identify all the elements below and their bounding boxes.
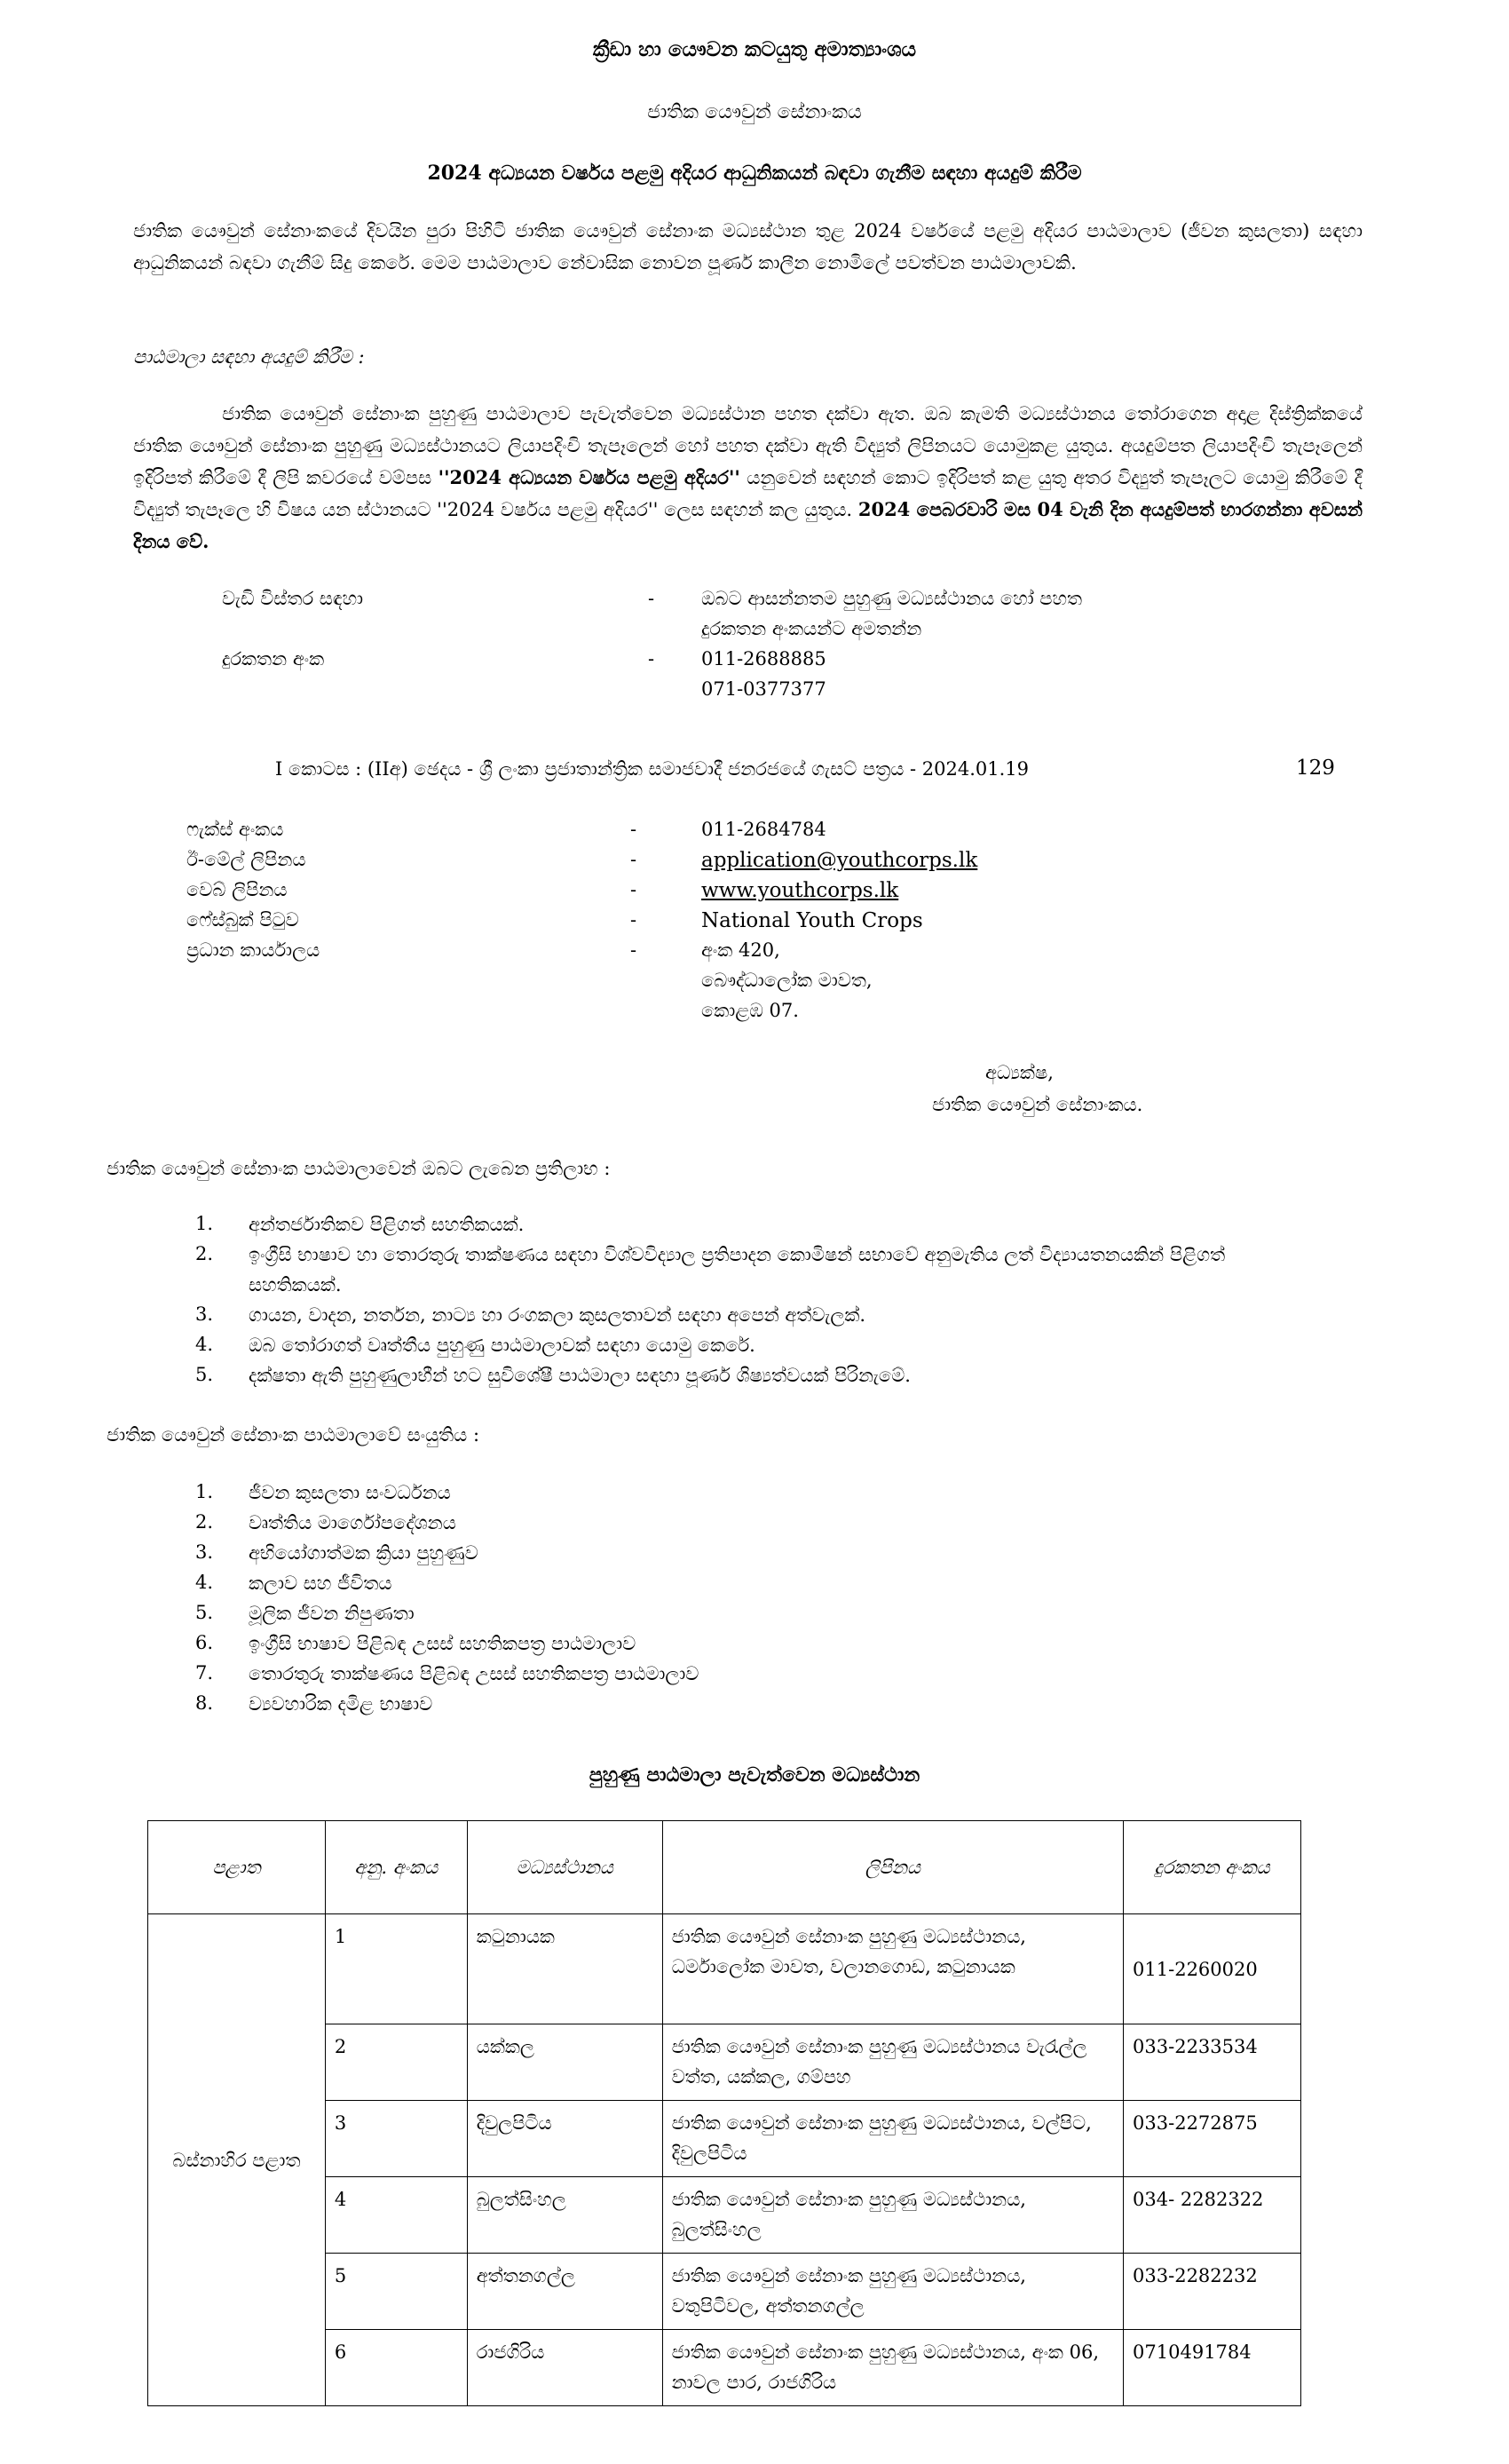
list-item-text: ජීවන කුසලතා සංවර්ධනය	[249, 1482, 451, 1503]
composition-heading: ජාතික යෞවුන් සේනාංක පාඨමාලාවේ සංයුතිය :	[107, 1424, 480, 1446]
gazette-running-head: I කොටස : (IIඅ) ඡෙදය - ශ්‍රී ලංකා ප්‍රජාතාන්ත්‍රික සමාජවාදී ජනරජයේ ගැසට් පත්‍රය - 2024.01.19	[275, 758, 1030, 780]
contact-value: National Youth Crops	[701, 909, 923, 932]
list-item-number: 5.	[194, 1364, 213, 1385]
address-cell: ජාතික යෞවුන් සේනාංක පුහුණු මධ්‍යස්ථානය වැරැල්ල වත්ත, යක්කල, ගම්පහ	[662, 2024, 1123, 2101]
contact-row-head-office	[186, 936, 1163, 1021]
contact-value: අංක 420,	[701, 939, 780, 961]
list-item-text: කලාව සහ ජීවිතය	[249, 1573, 392, 1594]
address-cell: ජාතික යෞවුන් සේනාංක පුහුණු මධ්‍යස්ථානය, වල්පිට, දිවුලපිටිය	[662, 2101, 1123, 2177]
serial-cell: 6	[325, 2330, 467, 2406]
phone-cell: 033-2233534	[1124, 2024, 1301, 2101]
list-item-number: 3.	[194, 1303, 213, 1325]
phone-cell: 034- 2282322	[1124, 2177, 1301, 2254]
organization-title: ජාතික යෞවුන් සේනාංකය	[647, 101, 862, 123]
apply-paragraph	[133, 398, 1363, 558]
list-item-number: 6.	[194, 1632, 213, 1653]
intro-paragraph: ජාතික යෞවුන් සේනාංකයේ දිවයින පුරා පිහිටි ජාතික යෞවුන් සේනාංක මධ්‍යස්ථාන තුළ 2024 වර්ෂයේ පළමු අදියර පාඨමාලාව (ජීවන කුසලතා) සඳහා ආධුනිකයන් බඳවා ගැනීම් සිදු කෙරේ. මෙම පාඨමාලාව නේවාසික නොවන පූර්ණ කාලීන නොමිලේ පවත්වන පාඨමාලාවකි.	[133, 220, 1363, 273]
table-header-row	[148, 1821, 1301, 1914]
benefits-heading: ජාතික යෞවුන් සේනාංක පාඨමාලාවෙන් ඔබට ලැබෙන ප්‍රතිලාභ :	[107, 1158, 611, 1179]
apply-heading: පාඨමාලා සඳහා අයදුම් කිරීම :	[133, 346, 365, 368]
column-header-address: ලිපිනය	[662, 1821, 1123, 1914]
ministry-title: ක්‍රීඩා හා යෞවන කටයුතු අමාත්‍යාංශය	[592, 37, 917, 61]
center-cell: බුලත්සිංහල	[467, 2177, 662, 2254]
list-item-number: 4.	[194, 1572, 213, 1593]
contact-row-phone	[222, 645, 1198, 700]
list-item-text: ඉංග්‍රීසි භාෂාව පිළිබඳ උසස් සහතිකපත්‍ර පාඨමාලාව	[249, 1633, 636, 1654]
contact-dash: -	[630, 849, 637, 870]
contact-dash: -	[630, 909, 637, 931]
table-row	[148, 1914, 1301, 2024]
serial-cell: 3	[325, 2101, 467, 2177]
phone-cell: 033-2282232	[1124, 2254, 1301, 2330]
contact-row-web	[186, 875, 1163, 906]
column-header-serial: අනු. අංකය	[325, 1821, 467, 1914]
contact-label: වැඩි විස්තර සඳහා	[222, 588, 364, 609]
center-cell: රාජගිරිය	[467, 2330, 662, 2406]
serial-cell: 1	[325, 1914, 467, 2024]
phone-cell: 011-2260020	[1124, 1914, 1301, 2024]
contact-dash: -	[630, 939, 637, 961]
phone-cell: 0710491784	[1124, 2330, 1301, 2406]
apply-text-1: ජාතික යෞවුන් සේනාංක පුහුණු පාඨමාලාව පැවැත්වෙන මධ්‍යස්ථාන පහත දක්වා ඇත. ඔබ කැමති මධ්‍යස්ථානය තෝරාගෙන අදාළ දිස්ත්‍රික්කයේ ජාතික යෞවුන් සේනාංක පුහුණු මධ්‍යස්ථානයට ලියාපදිංචි තැපෑලෙන් හෝ පහත දක්වා ඇති විද්‍යුත් ලිපිනයට යොමුකළ යුතුය. අයදුම්පත ලියාපදිංචි තැපෑලෙන් ඉදිරිපත් කිරීමේ දී ලිපි කවරයේ වම්පස	[133, 403, 1363, 488]
phone-cell: 033-2272875	[1124, 2101, 1301, 2177]
contact-dash: -	[648, 588, 655, 609]
serial-cell: 4	[325, 2177, 467, 2254]
list-item-number: 3.	[194, 1541, 213, 1563]
list-item-text: වෘත්තිය මාර්ගෝපදේශනය	[249, 1512, 456, 1533]
list-item-text: ව්‍යවහාරික දමිළ භාෂාව	[249, 1693, 433, 1715]
column-header-province: පළාත	[148, 1821, 326, 1914]
list-item-number: 7.	[194, 1662, 213, 1684]
apply-text-2: යනුවෙන් සඳහන් කොට ඉදිරිපත් කළ යුතු අතර විද්‍යුත් තැපෑලට යොමු කිරීමේ දී විද්‍යුත් තැපෑලෙ හි විෂය යන ස්ථානයට ''2024 වර්ෂය පළමු අදියර'' ලෙස සඳහන් කල යුතුය.	[133, 467, 1363, 520]
page-number: 129	[1296, 757, 1335, 780]
province-cell: බස්නාහිර පළාත	[148, 1914, 326, 2406]
address-cell: ජාතික යෞවුන් සේනාංක පුහුණු මධ්‍යස්ථානය, අංක 06, නාවල පාර, රාජගිරිය	[662, 2330, 1123, 2406]
list-item-text: දක්ෂතා ඇති පුහුණුලාභීන් හට සුවිශේෂී පාඨමාලා සඳහා පූර්ණ ශිෂ්‍යත්වයක් පිරිනැමේ.	[249, 1365, 911, 1386]
contact-value: 011-2688885	[701, 648, 826, 669]
contact-label: දුරකතන අංක	[222, 648, 325, 669]
serial-cell: 5	[325, 2254, 467, 2330]
list-item-text: අභියෝගාත්මක ක්‍රියා පුහුණුව	[249, 1542, 478, 1564]
list-item-text: තොරතුරු තාක්ෂණය පිළිබඳ උසස් සහතිකපත්‍ර පාඨමාලාව	[249, 1663, 699, 1684]
list-item-text: මූලික ජීවන නිපුණතා	[249, 1603, 415, 1624]
contact-dash: -	[630, 879, 637, 900]
contact-value-line2: 071-0377377	[701, 678, 826, 700]
contact-value-line3: කොළඹ 07.	[701, 1000, 799, 1021]
contact-row-info	[222, 584, 1198, 639]
centers-table-title: පුහුණු පාඨමාලා පැවැත්වෙන මධ්‍යස්ථාන	[589, 1763, 920, 1787]
contact-label: වෙබ් ලිපිනය	[186, 879, 288, 900]
list-item-text: අන්තර්ජාතිකව පිළිගත් සහතිකයක්.	[249, 1214, 525, 1235]
contact-row-facebook	[186, 906, 1163, 936]
contact-row-email	[186, 845, 1163, 875]
list-item-number: 8.	[194, 1692, 213, 1714]
signature-title: අධ්‍යක්ෂ,	[985, 1062, 1054, 1083]
list-item-text: ඔබ තෝරාගත් වෘත්තීය පුහුණු පාඨමාලාවක් සඳහා යොමු කෙරේ.	[249, 1335, 755, 1356]
list-item-text: ඉංග්‍රීසි භාෂාව හා තොරතුරු තාක්ෂණය සඳහා විශ්වවිද්‍යාල ප්‍රතිපාදන කොමිෂන් සභාවේ අනුමැතිය ලත් විද්‍යායතනයකින් පිළිගත් සහතිකයක්.	[249, 1244, 1226, 1295]
contact-label: ෆැක්ස් අංකය	[186, 819, 284, 840]
contact-label: ප්‍රධාන කාර්යාලය	[186, 939, 320, 961]
list-item-number: 2.	[194, 1511, 213, 1533]
contact-value-line2: දුරකතන අංකයන්ට අමතන්න	[701, 618, 922, 639]
list-item-number: 1.	[194, 1213, 213, 1234]
list-item-number: 4.	[194, 1334, 213, 1355]
column-header-phone: දුරකතන අංකය	[1124, 1821, 1301, 1914]
list-item-number: 5.	[194, 1602, 213, 1623]
signature-org: ජාතික යෞවුන් සේනාංකය.	[932, 1094, 1143, 1115]
contact-dash: -	[648, 648, 655, 669]
apply-deadline: 2024 පෙබරවාරි මස 04 වැනි දින අයදුම්පත් භාරගන්නා අවසන් දිනය වේ.	[133, 498, 1363, 552]
centers-table	[147, 1820, 1301, 2406]
center-cell: අත්තනගල්ල	[467, 2254, 662, 2330]
contact-label: ෆේස්බුක් පිටුව	[186, 909, 299, 931]
contact-value-line2: බෞද්ධාලෝක මාවත,	[701, 970, 873, 991]
contact-value: ඔබට ආසන්නතම පුහුණු මධ්‍යස්ථානය හෝ පහත	[701, 588, 1083, 609]
serial-cell: 2	[325, 2024, 467, 2101]
notice-title: 2024 අධ්‍යයන වර්ෂය පළමු අදියර ආධුනිකයන් බඳවා ගැනීම සඳහා අයදුම් කිරීම	[427, 162, 1082, 185]
email-link[interactable]: application@youthcorps.lk	[701, 849, 978, 872]
contact-value: 011-2684784	[701, 819, 826, 840]
center-cell: දිවුලපිටිය	[467, 2101, 662, 2177]
column-header-center: මධ්‍යස්ථානය	[467, 1821, 662, 1914]
website-link[interactable]: www.youthcorps.lk	[701, 879, 899, 902]
address-cell: ජාතික යෞවුන් සේනාංක පුහුණු මධ්‍යස්ථානය, බුලත්සිංහල	[662, 2177, 1123, 2254]
contact-dash: -	[630, 819, 637, 840]
center-cell: යක්කල	[467, 2024, 662, 2101]
apply-text-bold-1: ''2024 අධ්‍යයන වර්ෂය පළමු අදියර''	[438, 466, 740, 488]
list-item-number: 1.	[194, 1481, 213, 1502]
contact-label: ඊ-මේල් ලිපිනය	[186, 849, 306, 870]
list-item-text: ගායන, වාදන, නර්තන, නාට්‍ය හා රංගකලා කුසලතාවන් සඳහා අපෙන් අත්වැලක්.	[249, 1304, 866, 1326]
address-cell: ජාතික යෞවුන් සේනාංක පුහුණු මධ්‍යස්ථානය, වතුපිටිවල, අත්තනගල්ල	[662, 2254, 1123, 2330]
contact-row-fax	[186, 815, 1163, 845]
list-item-number: 2.	[194, 1243, 213, 1264]
center-cell: කටුනායක	[467, 1914, 662, 2024]
address-cell: ජාතික යෞවුන් සේනාංක පුහුණු මධ්‍යස්ථානය, ධර්මාලෝක මාවත, වලානගොඩ, කටුනායක	[662, 1914, 1123, 2024]
